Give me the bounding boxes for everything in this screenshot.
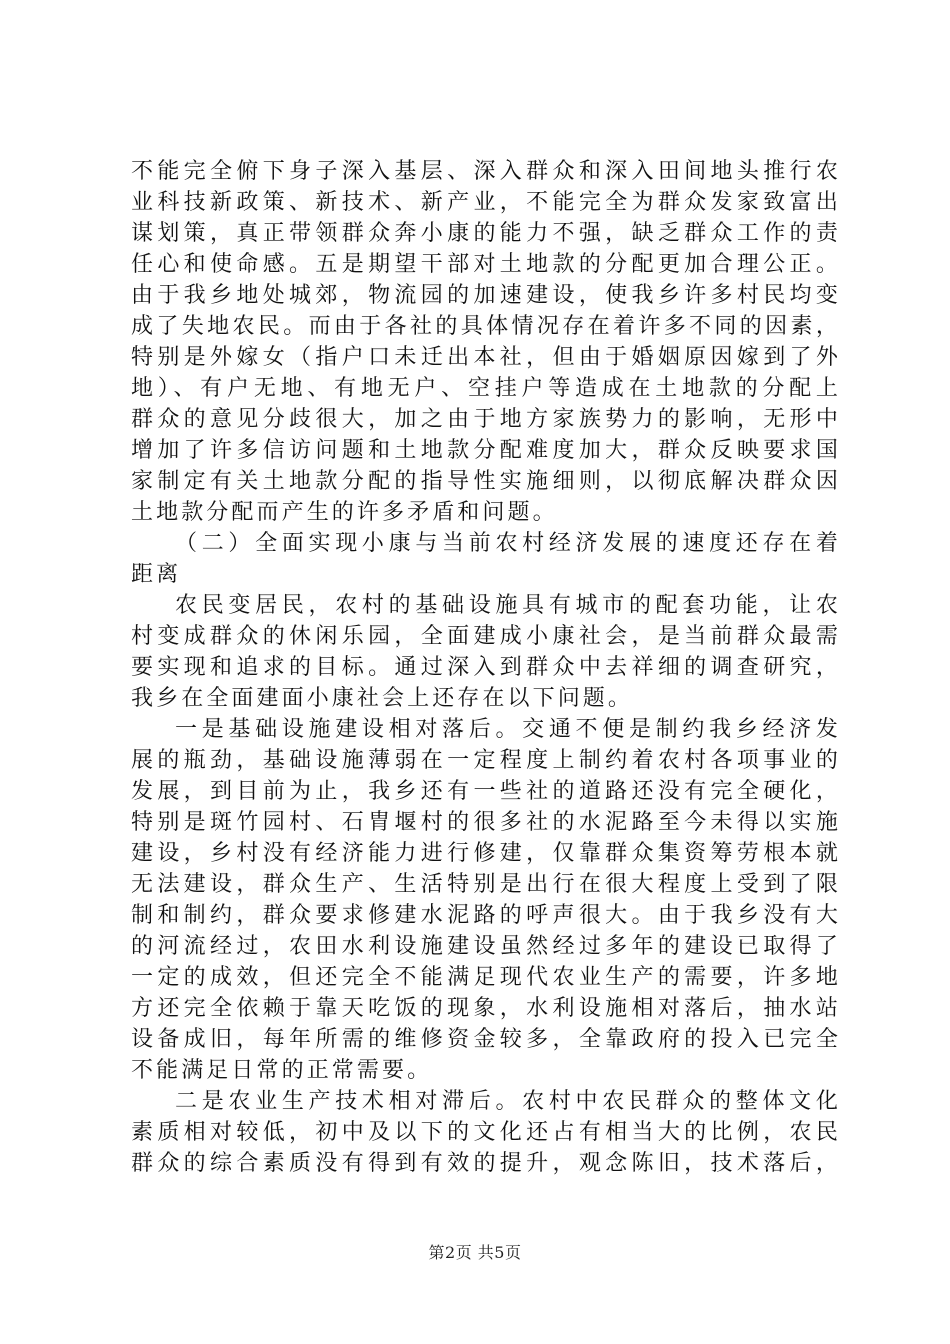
text-line: 地）、有户无地、有地无户、空挂户等造成在土地款的分配上 bbox=[131, 376, 841, 401]
text-line: 要实现和追求的目标。通过深入到群众中去祥细的调查研究， bbox=[131, 655, 841, 680]
text-line: 成了失地农民。而由于各社的具体情况存在着许多不同的因素， bbox=[131, 314, 841, 339]
text-line: 土地款分配而产生的许多矛盾和问题。 bbox=[131, 500, 558, 525]
text-line: 建设，乡村没有经济能力进行修建，仅靠群众集资筹劳根本就 bbox=[131, 841, 841, 866]
text-line: 业科技新政策、新技术、新产业，不能完全为群众发家致富出 bbox=[131, 190, 841, 215]
text-line: 不能完全俯下身子深入基层、深入群众和深入田间地头推行农 bbox=[131, 159, 841, 184]
text-line: 距离 bbox=[131, 562, 182, 587]
text-line: 展的瓶劲，基础设施薄弱在一定程度上制约着农村各项事业的 bbox=[131, 748, 841, 773]
text-line: 我乡在全面建面小康社会上还存在以下问题。 bbox=[131, 686, 634, 711]
text-line: 制和制约，群众要求修建水泥路的呼声很大。由于我乡没有大 bbox=[131, 903, 841, 928]
text-line: 设备成旧，每年所需的维修资金较多，全靠政府的投入已完全 bbox=[131, 1027, 841, 1052]
text-line: 不能满足日常的正常需要。 bbox=[131, 1058, 433, 1083]
text-line: 群众的综合素质没有得到有效的提升，观念陈旧，技术落后， bbox=[131, 1151, 841, 1176]
text-line: 二是农业生产技术相对滞后。农村中农民群众的整体文化 bbox=[175, 1089, 841, 1114]
text-line: 农民变居民，农村的基础设施具有城市的配套功能，让农 bbox=[175, 593, 841, 618]
text-line: 任心和使命感。五是期望干部对土地款的分配更加合理公正。 bbox=[131, 252, 841, 277]
page-footer: 第2页 共5页 bbox=[428, 1243, 522, 1262]
text-line: 特别是外嫁女（指户口未迁出本社，但由于婚姻原因嫁到了外 bbox=[131, 345, 841, 370]
text-line: 家制定有关土地款分配的指导性实施细则，以彻底解决群众因 bbox=[131, 469, 841, 494]
text-line: 无法建设，群众生产、生活特别是出行在很大程度上受到了限 bbox=[131, 872, 841, 897]
text-line: 特别是斑竹园村、石胄堰村的很多社的水泥路至今未得以实施 bbox=[131, 810, 841, 835]
text-line: 一定的成效，但还完全不能满足现代农业生产的需要，许多地 bbox=[131, 965, 841, 990]
text-line: 村变成群众的休闲乐园，全面建成小康社会，是当前群众最需 bbox=[131, 624, 841, 649]
text-line: 的河流经过，农田水利设施建设虽然经过多年的建设已取得了 bbox=[131, 934, 841, 959]
document-body bbox=[131, 156, 841, 1179]
text-line: 谋划策，真正带领群众奔小康的能力不强，缺乏群众工作的责 bbox=[131, 221, 841, 246]
text-line: 一是基础设施建设相对落后。交通不便是制约我乡经济发 bbox=[175, 717, 841, 742]
text-line: 素质相对较低，初中及以下的文化还占有相当大的比例，农民 bbox=[131, 1120, 841, 1145]
text-line: 方还完全依赖于靠天吃饭的现象，水利设施相对落后，抽水站 bbox=[131, 996, 841, 1021]
text-line: （二）全面实现小康与当前农村经济发展的速度还存在着 bbox=[175, 531, 841, 556]
text-line: 增加了许多信访问题和土地款分配难度加大，群众反映要求国 bbox=[131, 438, 841, 463]
text-line: 群众的意见分歧很大，加之由于地方家族势力的影响，无形中 bbox=[131, 407, 841, 432]
text-line: 发展，到目前为止，我乡还有一些社的道路还没有完全硬化， bbox=[131, 779, 841, 804]
text-line: 由于我乡地处城郊，物流园的加速建设，使我乡许多村民均变 bbox=[131, 283, 841, 308]
